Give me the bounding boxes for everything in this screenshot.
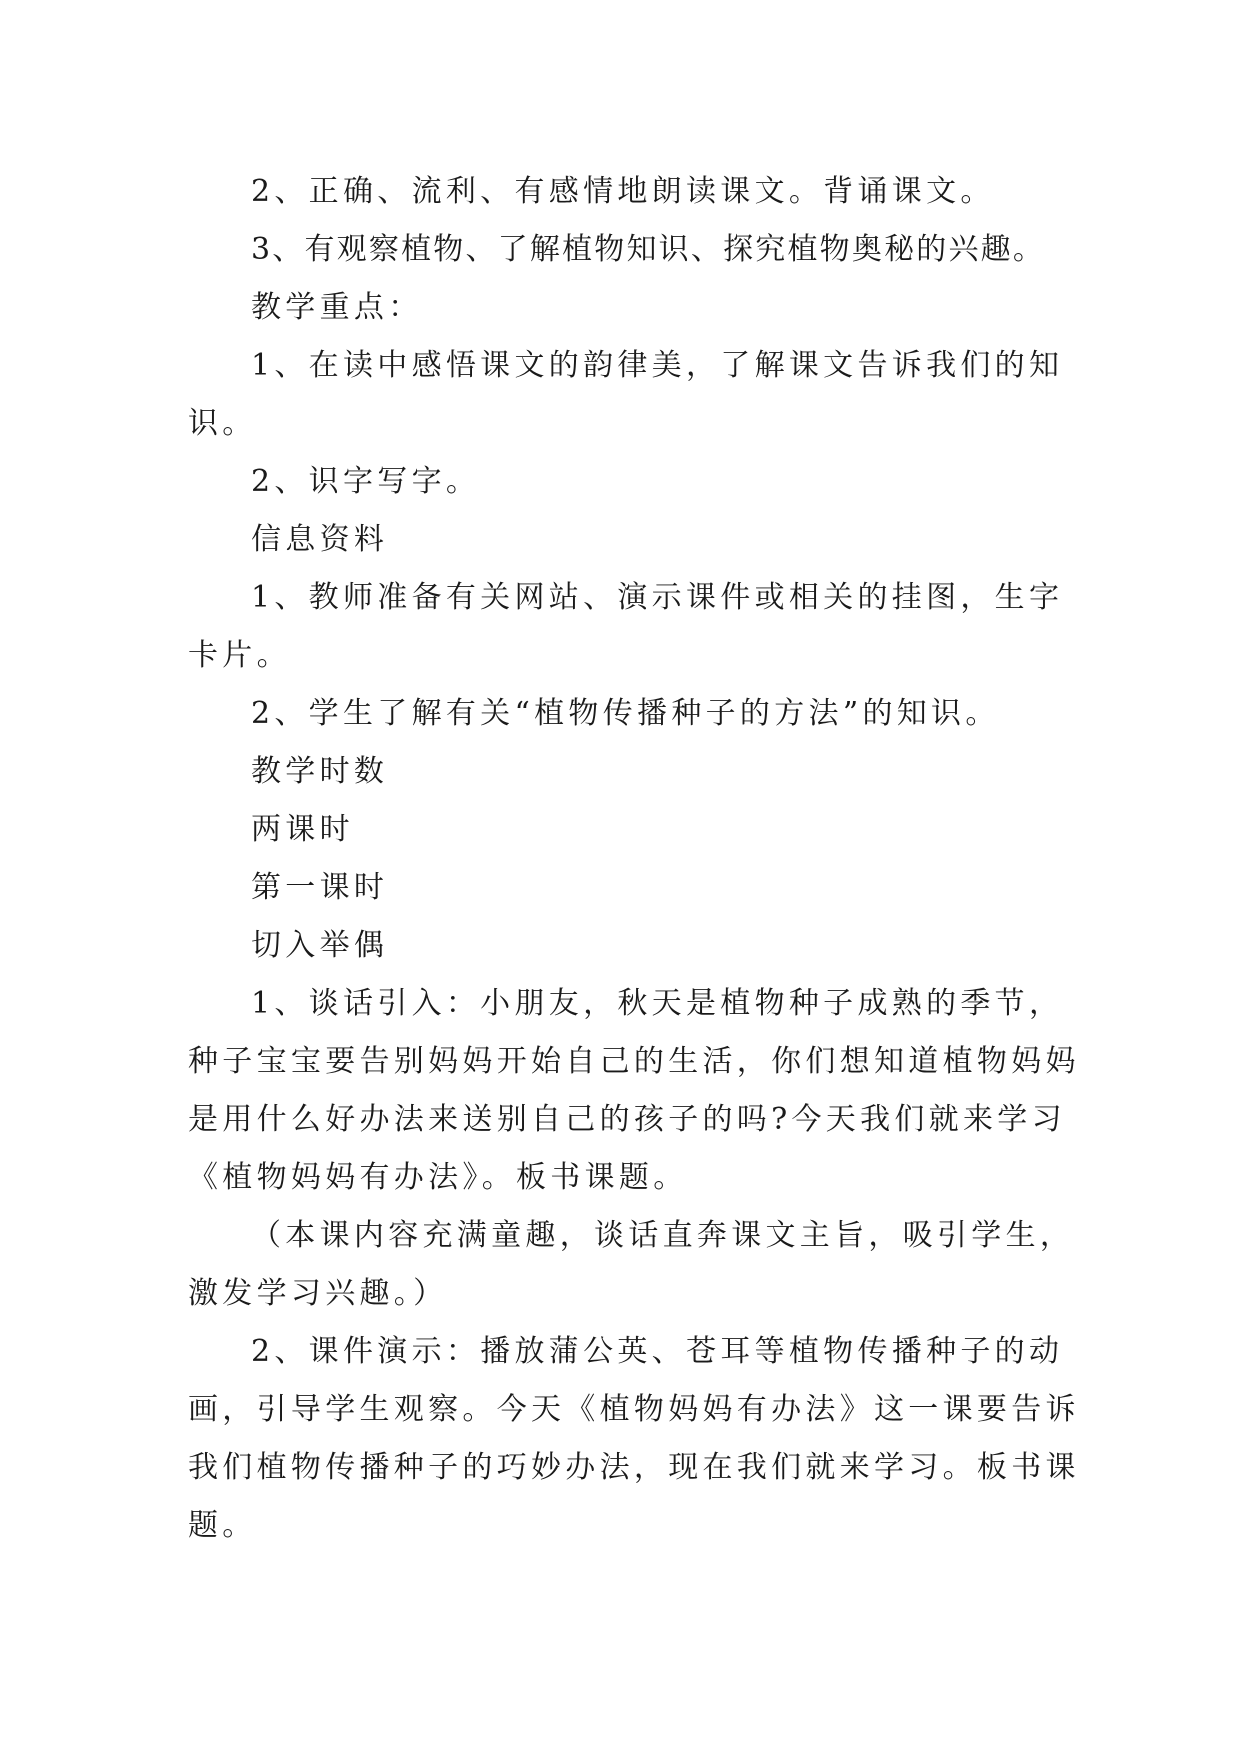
lead-in-1-line-d: 《植物妈妈有办法》。板书课题。 <box>188 1160 688 1195</box>
lead-in-2-line-c: 我们植物传播种子的巧妙办法，现在我们就来学习。板书课 <box>188 1450 1080 1485</box>
lead-in-1-line-a: 1、谈话引入：小朋友，秋天是植物种子成熟的季节， <box>251 986 1064 1021</box>
comment-line-b: 激发学习兴趣。） <box>188 1276 448 1311</box>
comment-line-a: （本课内容充满童趣，谈话直奔课文主旨，吸引学生， <box>251 1218 1075 1253</box>
teaching-hours-heading: 教学时数 <box>251 754 389 789</box>
teaching-hours-value: 两课时 <box>251 812 354 847</box>
materials-2-line: 2、学生了解有关“植物传播种子的方法”的知识。 <box>251 696 1000 731</box>
lead-in-1-line-c: 是用什么好办法来送别自己的孩子的吗?今天我们就来学习 <box>188 1102 1066 1137</box>
materials-1-line-a: 1、教师准备有关网站、演示课件或相关的挂图，生字 <box>251 580 1064 615</box>
info-materials-heading: 信息资料 <box>251 522 389 557</box>
lead-in-1-line-b: 种子宝宝要告别妈妈开始自己的生活，你们想知道植物妈妈 <box>188 1044 1080 1079</box>
lead-in-2-line-a: 2、课件演示：播放蒲公英、苍耳等植物传播种子的动 <box>251 1334 1064 1369</box>
objective-2-line: 2、正确、流利、有感情地朗读课文。背诵课文。 <box>251 174 995 209</box>
teaching-focus-heading: 教学重点： <box>251 290 423 325</box>
lead-in-2-line-d: 题。 <box>188 1508 257 1543</box>
focus-2-line: 2、识字写字。 <box>251 464 481 499</box>
first-lesson-heading: 第一课时 <box>251 870 389 905</box>
lead-in-heading: 切入举偶 <box>251 928 389 963</box>
focus-1-line-a: 1、在读中感悟课文的韵律美，了解课文告诉我们的知 <box>251 348 1064 383</box>
lead-in-2-line-b: 画，引导学生观察。今天《植物妈妈有办法》这一课要告诉 <box>188 1392 1080 1427</box>
document-body <box>188 163 1080 1555</box>
objective-3-line: 3、有观察植物、了解植物知识、探究植物奥秘的兴趣。 <box>251 232 1046 267</box>
focus-1-line-b: 识。 <box>188 406 257 441</box>
materials-1-line-b: 卡片。 <box>188 638 291 673</box>
